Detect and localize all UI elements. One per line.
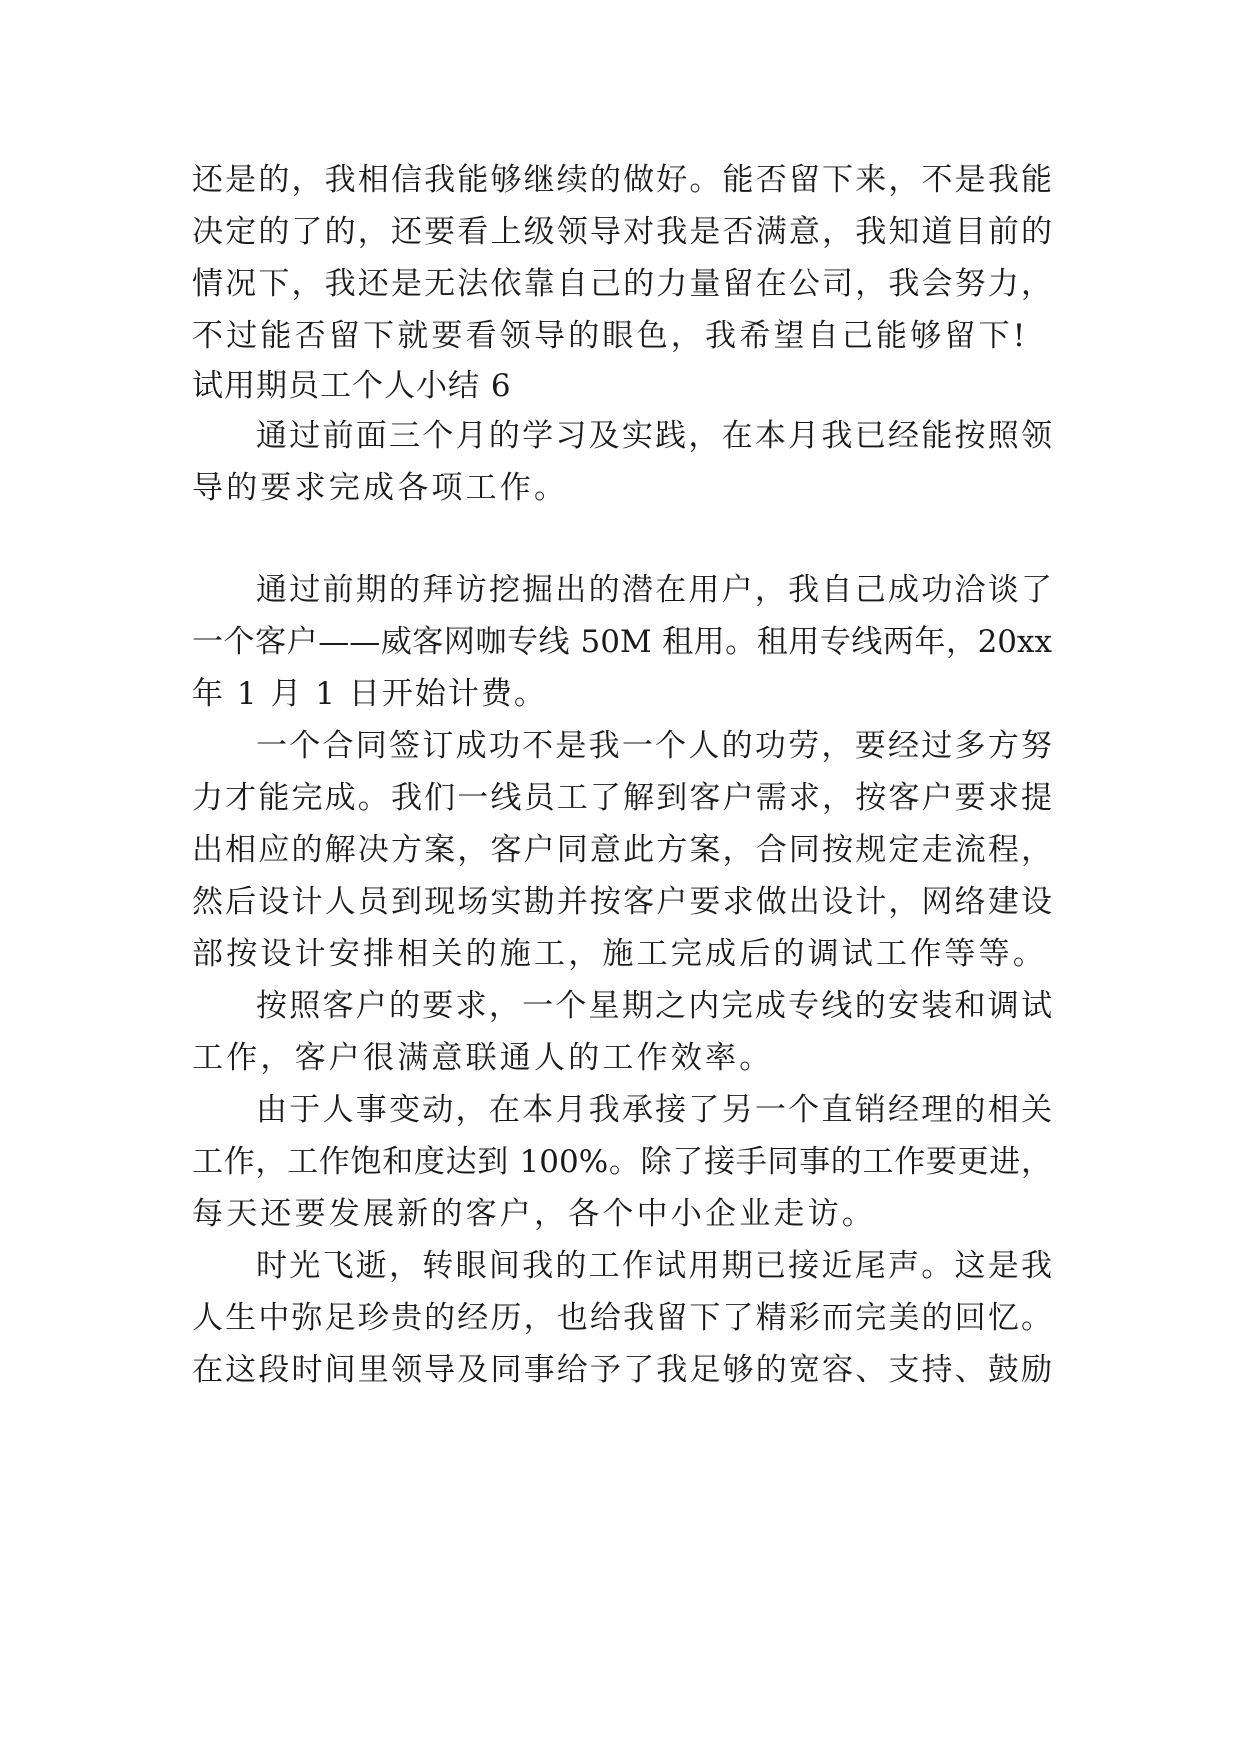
body-text-line: 由于人事变动，在本月我承接了另一个直销经理的相关 <box>256 1092 1052 1128</box>
body-text-line: 按照客户的要求，一个星期之内完成专线的安装和调试 <box>256 988 1052 1024</box>
section-heading: 试用期员工个人小结 6 <box>192 368 512 404</box>
body-text-line: 年 1 月 1 日开始计费。 <box>192 676 547 712</box>
body-text-line: 通过前面三个月的学习及实践，在本月我已经能按照领 <box>256 418 1052 454</box>
body-text-line: 力才能完成。我们一线员工了解到客户需求，按客户要求提 <box>192 780 1052 816</box>
body-text-line: 工作，客户很满意联通人的工作效率。 <box>192 1040 774 1076</box>
body-text-line: 一个合同签订成功不是我一个人的功劳，要经过多方努 <box>256 728 1052 764</box>
body-text-line: 还是的，我相信我能够继续的做好。能否留下来，不是我能 <box>192 162 1052 198</box>
body-text-line: 导的要求完成各项工作。 <box>192 470 569 506</box>
body-text-line: 然后设计人员到现场实勘并按客户要求做出设计，网络建设 <box>192 884 1052 920</box>
body-text-line: 部按设计安排相关的施工，施工完成后的调试工作等等。 <box>192 936 1047 972</box>
body-text-line: 每天还要发展新的客户，各个中小企业走访。 <box>192 1196 876 1232</box>
body-text-line: 情况下，我还是无法依靠自己的力量留在公司，我会努力， <box>192 266 1052 302</box>
body-text-line: 人生中弥足珍贵的经历，也给我留下了精彩而完美的回忆。 <box>192 1300 1052 1336</box>
body-text-line: 决定的了的，还要看上级领导对我是否满意，我知道目前的 <box>192 214 1052 250</box>
body-text-line: 工作，工作饱和度达到 100%。除了接手同事的工作要更进， <box>192 1144 1052 1180</box>
body-text-line: 不过能否留下就要看领导的眼色，我希望自己能够留下! <box>192 318 1029 354</box>
body-text-line: 一个客户——威客网咖专线 50M 租用。租用专线两年，20xx <box>192 624 1052 660</box>
body-text-line: 通过前期的拜访挖掘出的潜在用户，我自己成功洽谈了 <box>256 572 1052 608</box>
body-text-line: 时光飞逝，转眼间我的工作试用期已接近尾声。这是我 <box>256 1248 1052 1284</box>
body-text-line: 在这段时间里领导及同事给予了我足够的宽容、支持、鼓励 <box>192 1352 1052 1388</box>
body-text-line: 出相应的解决方案，客户同意此方案，合同按规定走流程， <box>192 832 1052 868</box>
